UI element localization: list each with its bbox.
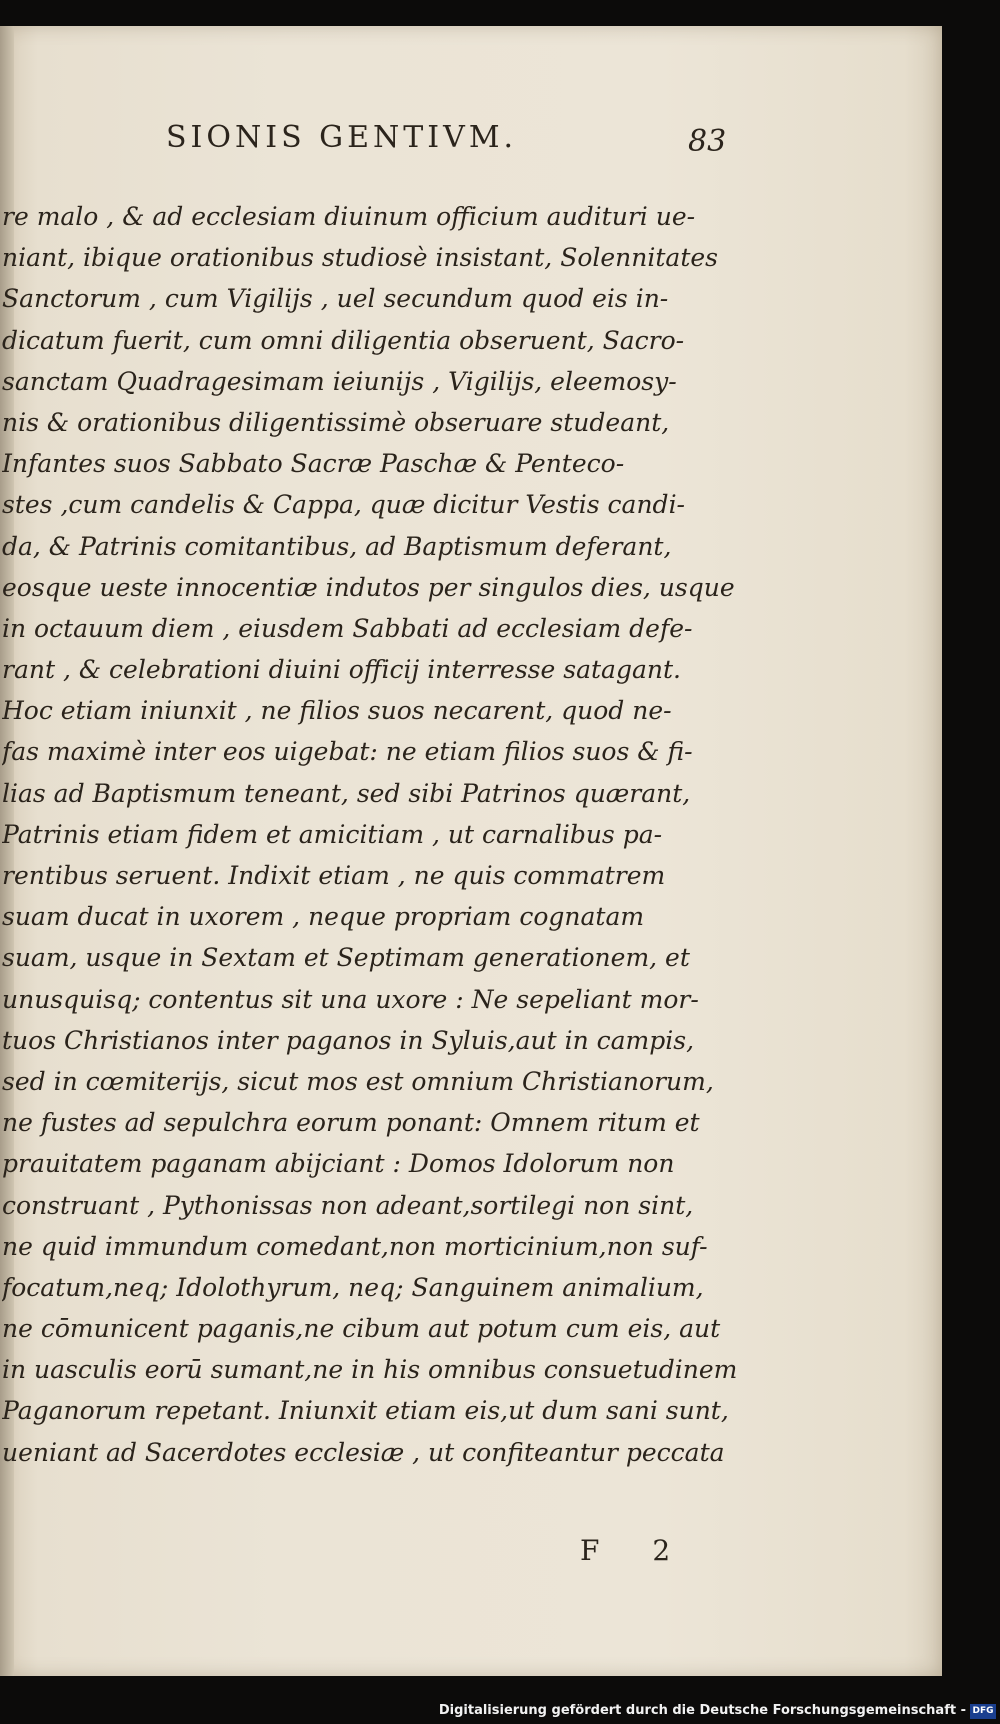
text-line: suam ducat in uxorem , neque propriam cognatam xyxy=(2,902,645,932)
text-line: ne quid immundum comedant,non morticinium,non suf- xyxy=(2,1231,708,1261)
page-number: 83 xyxy=(688,124,727,159)
footer-bar xyxy=(0,1700,1000,1724)
text-line: nis & orationibus diligentissimè obseruare studeant, xyxy=(2,407,670,437)
text-line: tuos Christianos inter paganos in Syluis,aut in campis, xyxy=(2,1025,695,1055)
text-line: construant , Pythonissas non adeant,sortilegi non sint, xyxy=(2,1190,694,1220)
text-line: stes ,cum candelis & Cappa, quæ dicitur Vestis candi- xyxy=(2,490,686,520)
text-line: ne cōmunicent paganis,ne cibum aut potum cum eis, aut xyxy=(2,1314,721,1344)
text-line: focatum,neq; Idolothyrum, neq; Sanguinem animalium, xyxy=(2,1272,704,1302)
text-line: prauitatem paganam abijciant : Domos Idolorum non xyxy=(2,1149,675,1179)
text-line: in octauum diem , eiusdem Sabbati ad ecclesiam defe- xyxy=(2,613,693,643)
text-line: sanctam Quadragesimam ieiunijs , Vigilijs, eleemosy- xyxy=(2,366,677,396)
text-line: sed in cœmiterijs, sicut mos est omnium Christianorum, xyxy=(2,1066,714,1096)
text-line: Hoc etiam iniunxit , ne filios suos necarent, quod ne- xyxy=(2,696,672,726)
text-line: in uasculis eorū sumant,ne in his omnibus consuetudinem xyxy=(2,1355,738,1385)
text-line: rentibus seruent. Indixit etiam , ne quis commatrem xyxy=(2,861,666,890)
text-line: Patrinis etiam fidem et amicitiam , ut carnalibus pa- xyxy=(2,819,663,849)
text-line: niant, ibique orationibus studiosè insistant, Solennitates xyxy=(2,243,718,273)
text-line: Sanctorum , cum Vigilijs , uel secundum quod eis in- xyxy=(2,284,669,314)
text-line: suam, usque in Sextam et Septimam generationem, et xyxy=(2,943,690,973)
text-line: Paganorum repetant. Iniunxit etiam eis,ut dum sani sunt, xyxy=(2,1396,729,1426)
text-line: ne fustes ad sepulchra eorum ponant: Omnem ritum et xyxy=(2,1108,700,1138)
signature-mark: F 2 xyxy=(580,1534,693,1567)
text-block xyxy=(2,196,744,1473)
text-line: dicatum fuerit, cum omni diligentia obseruent, Sacro- xyxy=(2,325,685,355)
text-line: Infantes suos Sabbato Sacræ Paschæ & Penteco- xyxy=(2,449,625,479)
text-line: fas maximè inter eos uigebat: ne etiam filios suos & fi- xyxy=(2,737,693,767)
book-page xyxy=(0,26,942,1676)
text-line: rant , & celebrationi diuini officij interresse satagant. xyxy=(2,655,681,685)
text-line: ueniant ad Sacerdotes ecclesiæ , ut confiteantur peccata xyxy=(2,1437,725,1467)
dfg-logo-icon: DFG xyxy=(970,1704,996,1719)
text-line: da, & Patrinis comitantibus, ad Baptismum deferant, xyxy=(2,531,672,561)
text-line: eosque ueste innocentiæ indutos per singulos dies, usque xyxy=(2,572,735,602)
running-head: SIONIS GENTIVM. xyxy=(166,120,518,155)
funding-credit: Digitalisierung gefördert durch die Deutsche Forschungsgemeinschaft - xyxy=(438,1703,966,1718)
text-line: lias ad Baptismum teneant, sed sibi Patrinos quærant, xyxy=(2,778,691,808)
text-line: unusquisq; contentus sit una uxore : Ne sepeliant mor- xyxy=(2,984,699,1014)
text-line: re malo , & ad ecclesiam diuinum officium audituri ue- xyxy=(2,202,696,231)
